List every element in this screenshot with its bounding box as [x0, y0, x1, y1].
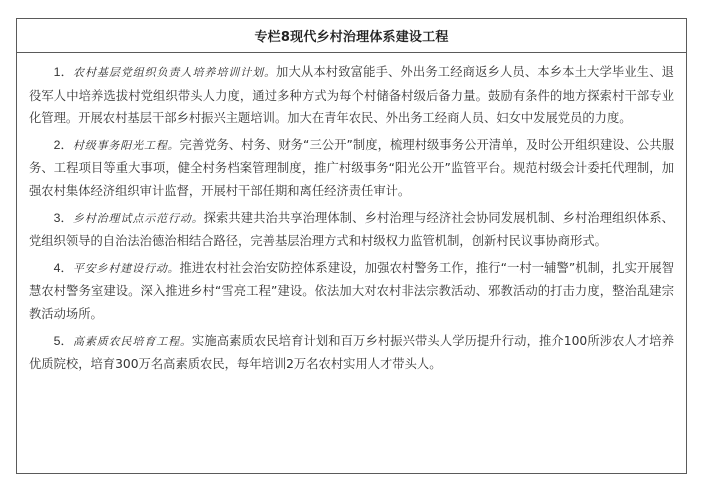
table-title-row — [17, 19, 686, 53]
item-body-text: 实施高素质农民培育计划和百万乡村振兴带头人学历提升行动，推介100所涉农人才培养优质院校，培育300万名高素质农民，每年培训2万名农村实用人才带头人。 — [29, 333, 675, 372]
item-body-text: 探索共建共治共享治理体制、乡村治理与经济社会协同发展机制、乡村治理组织体系、党组织领导的自治法治德治相结合路径，完善基层治理方式和村级权力监管机制，创新村民议事协商形式。 — [29, 210, 674, 249]
item-number: 3． — [53, 210, 73, 225]
item-lead-title: 乡村治理试点示范行动。 — [72, 211, 204, 225]
item-number: 4． — [53, 260, 73, 275]
item-body-text: 完善党务、村务、财务“三公开”制度，梳理村级事务公开清单，及时公开组织建设、公共服务、工程项目等重大事项，健全村务档案管理制度，推广村级事务“阳光公开”监管平台。规范村级会计委托代理制，加强农村集体经济组织审计监督，开展村干部任期和离任经济责任审计。 — [29, 137, 674, 198]
item-number: 1． — [53, 65, 74, 79]
item-lead-title: 高素质农民培育工程。 — [72, 334, 192, 348]
paragraph-item-1 — [29, 61, 674, 130]
item-body-text: 加大从本村致富能手、外出务工经商返乡人员、本乡本土大学毕业生、退役军人中培养选拔村党组织带头人力度，通过多种方式为每个村储备村级后备力量。鼓励有条件的地方探索村干部专业化管理。开展农村基层干部乡村振兴主题培训。加大在青年农民、外出务工经商人员、妇女中发展党员的力度。 — [29, 65, 674, 126]
table-title: 专栏8现代乡村治理体系建设工程 — [254, 30, 449, 45]
paragraph-item-2 — [29, 134, 674, 203]
project-box-table — [16, 18, 687, 474]
item-number: 2． — [53, 137, 73, 152]
item-lead-title: 农村基层党组织负责人培养培训计划。 — [73, 66, 277, 79]
item-lead-title: 村级事务阳光工程。 — [72, 138, 180, 152]
paragraph-item-4 — [29, 257, 674, 326]
table-body-cell — [17, 53, 686, 376]
item-body-text: 推进农村社会治安防控体系建设，加强农村警务工作，推行“一村一辅警”机制，扎实开展智慧农村警务室建设。深入推进乡村“雪亮工程”建设。依法加大对农村非法宗教活动、邪教活动的打击力度，整治乱建宗教活动场所。 — [29, 260, 674, 321]
paragraph-item-5 — [29, 330, 674, 376]
item-number: 5． — [53, 333, 73, 348]
paragraph-item-3 — [29, 207, 674, 253]
item-lead-title: 平安乡村建设行动。 — [72, 261, 180, 275]
